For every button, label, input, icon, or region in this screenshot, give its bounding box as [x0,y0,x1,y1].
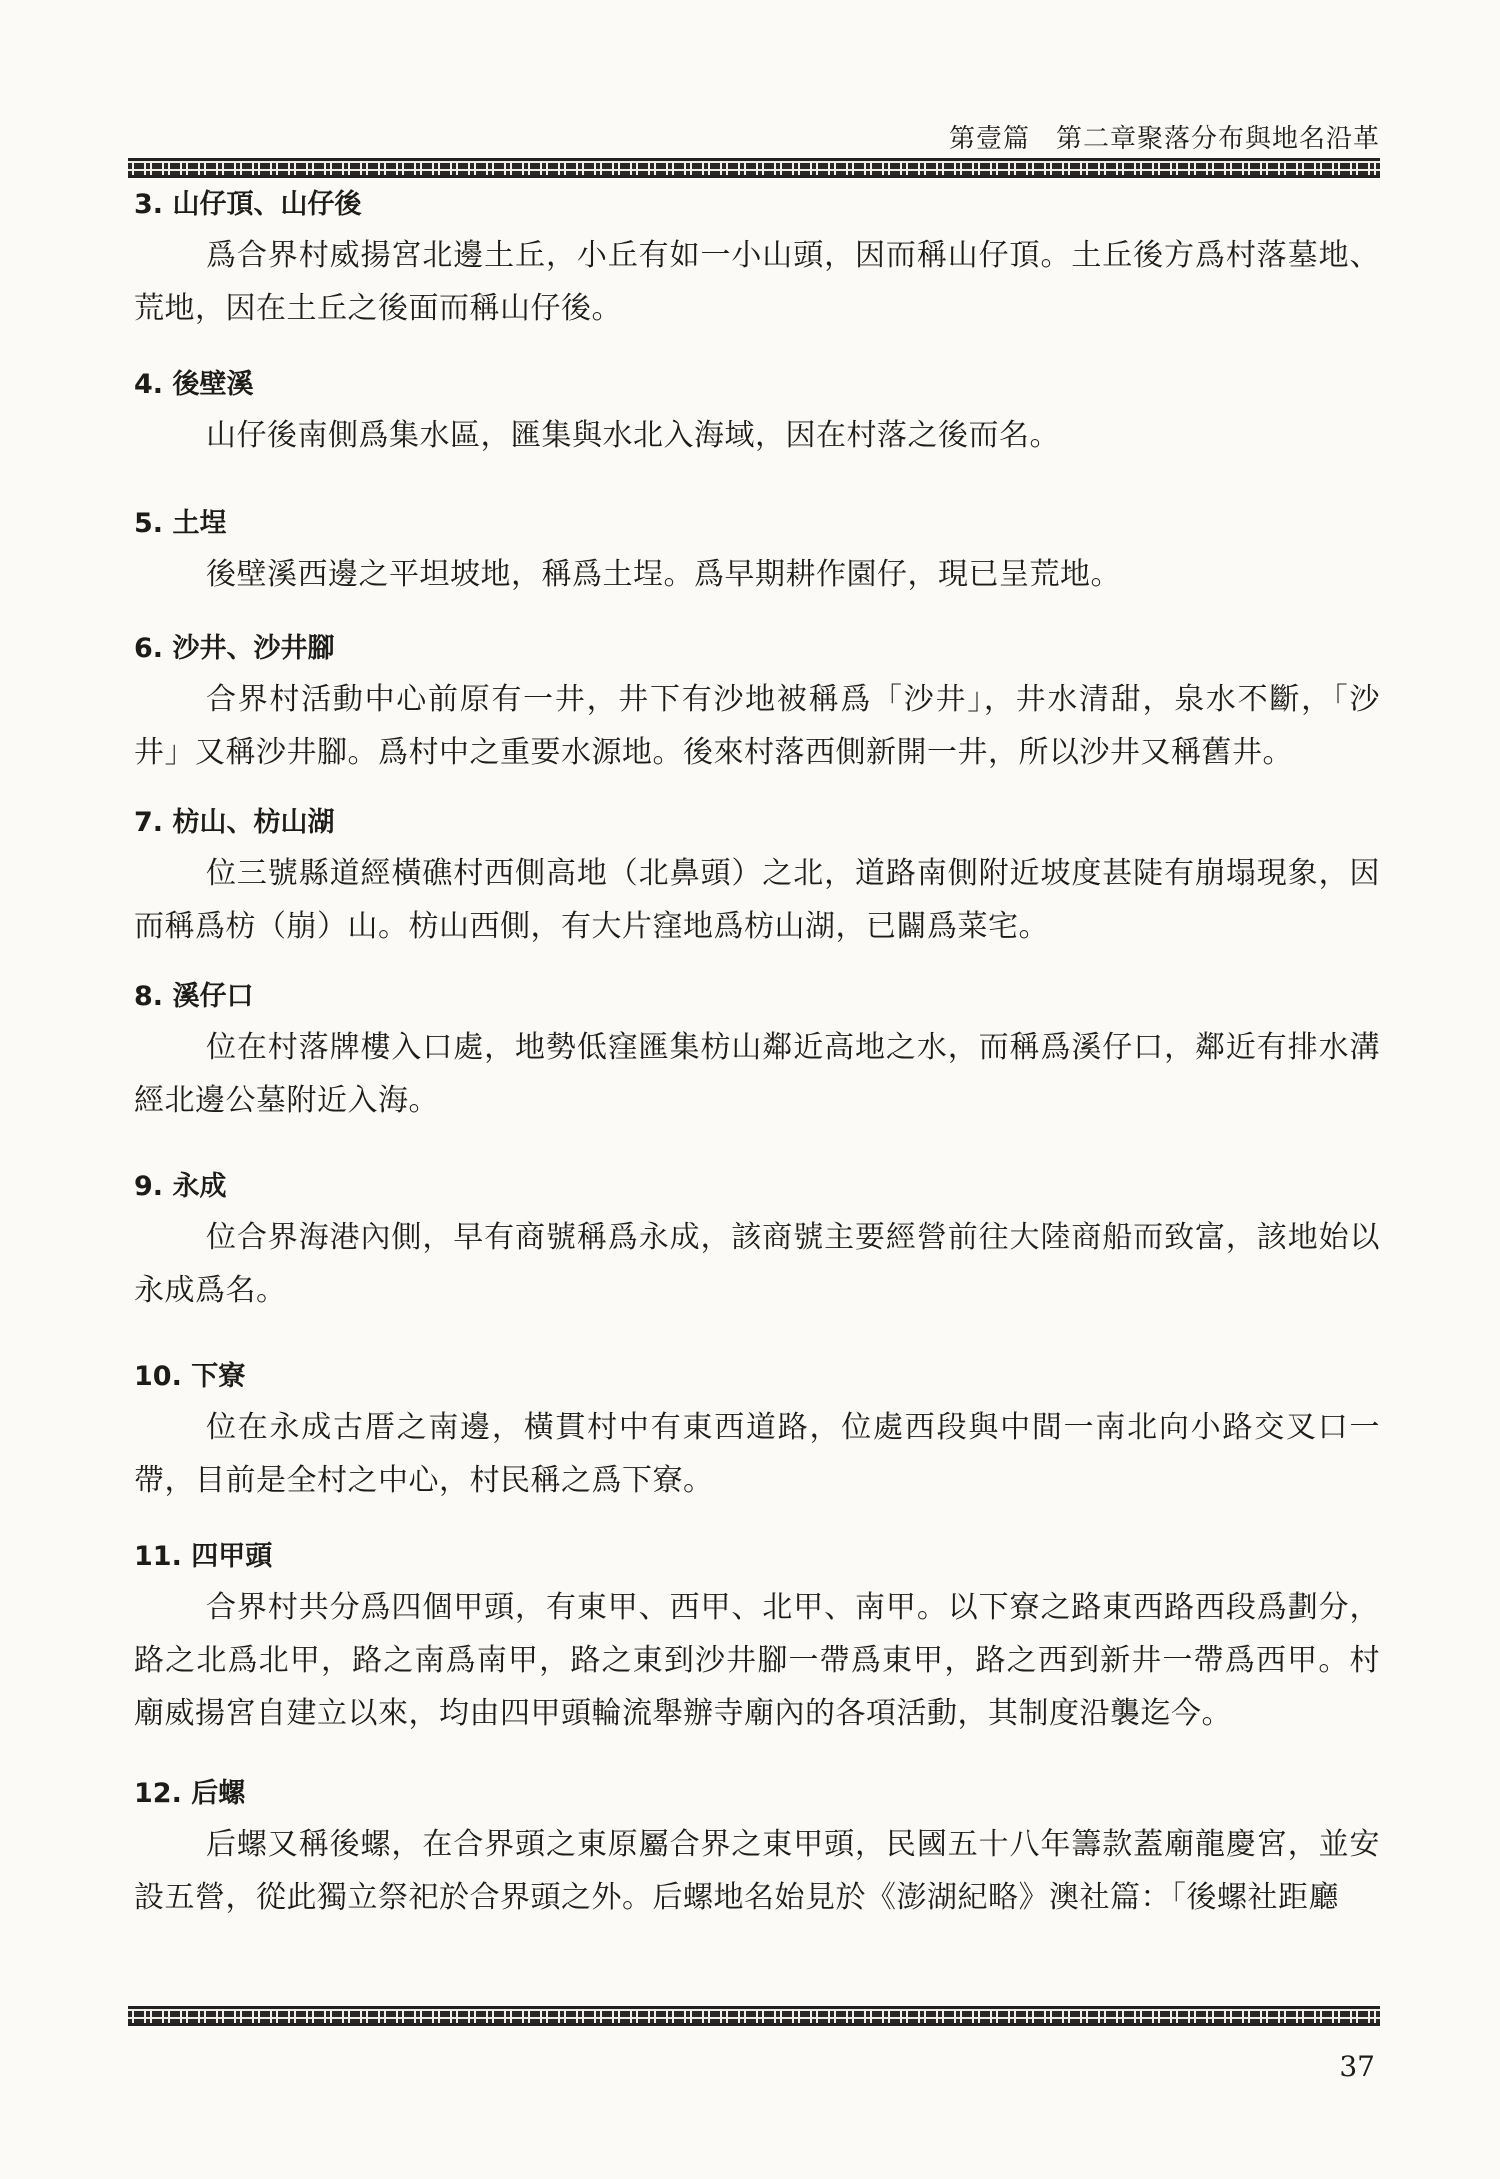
entry-body: 位在村落牌樓入口處，地勢低窪匯集枋山鄰近高地之水，而稱爲溪仔口，鄰近有排水溝經北邊公墓附近入海。 [134,1030,1380,1118]
entry-title: 7. 枋山、枋山湖 [134,807,335,838]
entry-9 [134,1167,1380,1317]
page-number: 37 [1339,2050,1375,2083]
entry-body: 位合界海港內側，早有商號稱爲永成，該商號主要經營前往大陸商船而致富，該地始以永成爲名。 [134,1220,1380,1308]
entry-title: 8. 溪仔口 [134,981,254,1012]
entry-body: 位三號縣道經橫礁村西側高地（北鼻頭）之北，道路南側附近坡度甚陡有崩塌現象，因而稱爲枋（崩）山。枋山西側，有大片窪地爲枋山湖，已闢爲菜宅。 [134,856,1380,944]
header-part: 第壹篇 [948,124,1030,154]
entry-body: 位在永成古厝之南邊，橫貫村中有東西道路，位處西段與中間一南北向小路交叉口一帶，目前是全村之中心，村民稱之爲下寮。 [134,1410,1380,1498]
bottom-decorative-border [128,2006,1380,2026]
entry-body: 爲合界村威揚宮北邊土丘，小丘有如一小山頭，因而稱山仔頂。土丘後方爲村落墓地、荒地，因在土丘之後面而稱山仔後。 [134,238,1380,326]
entry-8 [134,977,1380,1127]
entry-10 [134,1357,1380,1507]
entry-title: 11. 四甲頭 [134,1541,273,1572]
entry-title: 4. 後壁溪 [134,369,254,400]
entry-body: 合界村共分爲四個甲頭，有東甲、西甲、北甲、南甲。以下寮之路東西路西段爲劃分，路之北爲北甲，路之南爲南甲，路之東到沙井腳一帶爲東甲，路之西到新井一帶爲西甲。村廟威揚宮自建立以來，均由四甲頭輪流舉辦寺廟內的各項活動，其制度沿襲迄今。 [134,1590,1380,1731]
running-header [923,118,1380,155]
entry-5 [134,504,1380,601]
entry-6 [134,629,1380,779]
page-content [134,185,1380,1924]
entry-title: 9. 永成 [134,1171,227,1202]
entry-body: 山仔後南側爲集水區，匯集與水北入海域，因在村落之後而名。 [206,418,1060,453]
entry-4 [134,365,1380,462]
top-decorative-border [128,158,1380,178]
header-chapter: 第二章聚落分布與地名沿革 [1055,124,1380,154]
entry-body: 後壁溪西邊之平坦坡地，稱爲土埕。爲早期耕作園仔，現已呈荒地。 [206,557,1121,592]
entry-title: 10. 下寮 [134,1361,246,1392]
entry-title: 12. 后螺 [134,1778,246,1809]
entry-body: 合界村活動中心前原有一井，井下有沙地被稱爲「沙井」，井水清甜，泉水不斷，「沙井」又稱沙井腳。爲村中之重要水源地。後來村落西側新開一井，所以沙井又稱舊井。 [134,682,1380,770]
entry-11 [134,1537,1380,1740]
entry-title: 6. 沙井、沙井腳 [134,633,335,664]
entry-12 [134,1774,1380,1924]
entry-title: 5. 土埕 [134,508,227,539]
entry-3 [134,185,1380,335]
entry-7 [134,803,1380,953]
entry-body: 后螺又稱後螺，在合界頭之東原屬合界之東甲頭，民國五十八年籌款蓋廟龍慶宮，並安設五營，從此獨立祭祀於合界頭之外。后螺地名始見於《澎湖紀略》澳社篇：「後螺社距廳 [134,1827,1380,1915]
entry-title: 3. 山仔頂、山仔後 [134,189,362,220]
